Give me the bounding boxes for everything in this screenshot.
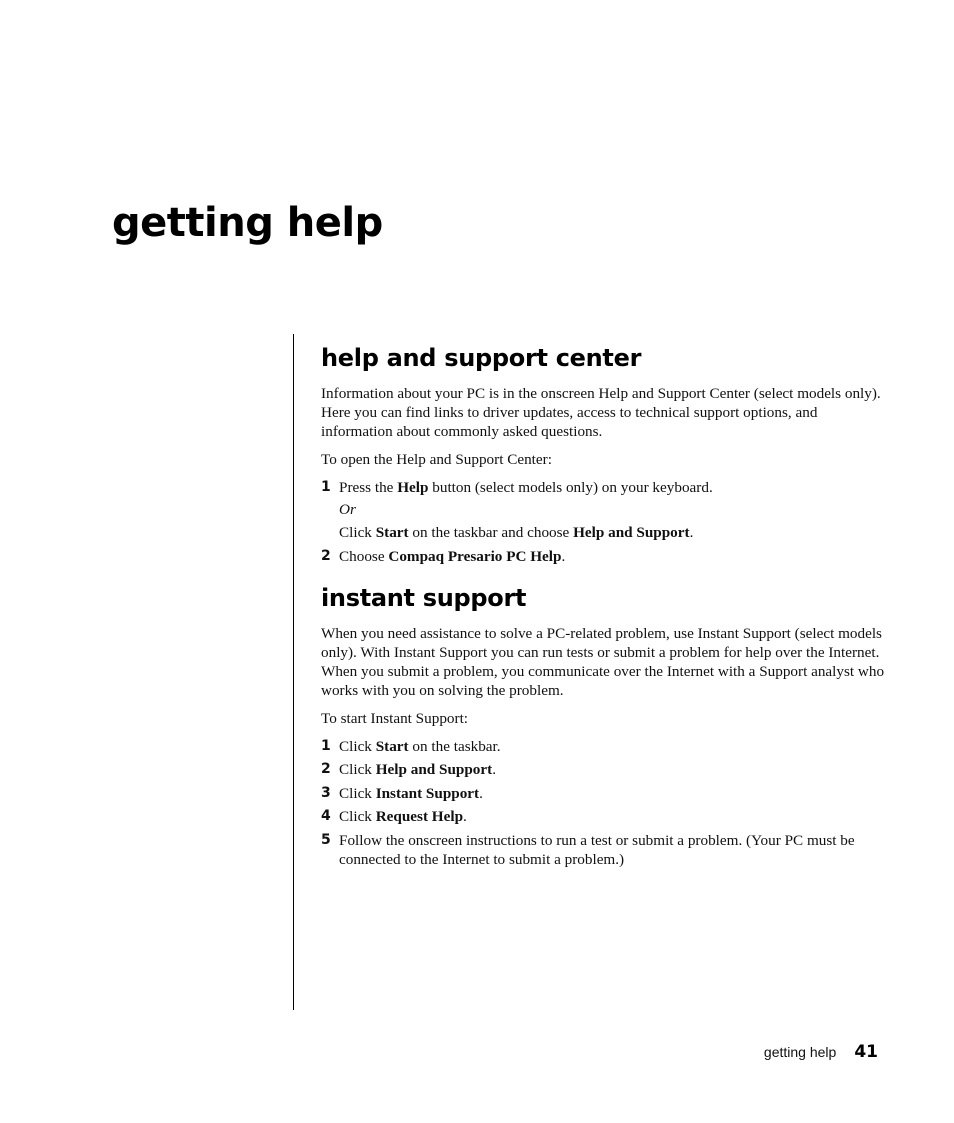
step-number: 1 [321,737,331,754]
step-item [321,807,885,826]
step-bold-term: Compaq Presario PC Help [388,547,562,565]
step-number: 4 [321,808,331,824]
step-number: 2 [321,547,331,564]
section-heading: instant support [321,583,527,612]
section-help-and-support-center [321,338,885,566]
step-text-part: Click [339,808,376,825]
step-text [339,547,885,566]
step-text-part: Press the [339,479,398,496]
vertical-rule [293,334,294,1010]
step-alt-text [339,523,885,542]
step-bold-term: Request Help [375,808,464,825]
steps-intro: To open the Help and Support Center: [321,451,552,468]
step-text: Follow the onscreen instructions to run a test or submit a problem. (Your PC must be connected to the Internet to submit a problem.) [339,831,855,868]
step-text-part: Choose [339,547,389,565]
step-item [321,784,885,803]
step-bold-term: Help [397,479,429,496]
step-text-part: . [689,524,694,541]
step-text-part: Click [339,784,376,802]
steps-intro: To start Instant Support: [321,709,469,727]
page-number: 41 [854,1042,878,1062]
step-item [321,547,885,566]
steps-list [321,737,885,869]
step-bold-term: Help and Support [375,761,493,778]
chapter-title: getting help [112,200,383,246]
step-text-part: . [463,808,467,825]
step-bold-term: Help and Support [573,524,690,541]
step-item [321,831,885,869]
step-text [339,807,885,826]
step-text-part: Click [339,524,376,541]
step-text-part: Click [339,737,376,755]
section-paragraph: When you need assistance to solve a PC-related problem, use Instant Support (select models only). With Instant Support you can run tests or submit a problem for help over the Internet. When you submit a problem, you communicate over the Internet with a Support analyst who works with you on solving the problem. [321,624,885,699]
step-text-part: . [492,761,496,778]
step-bold-term: Instant Support [375,784,480,802]
step-text-part: . [561,547,566,565]
footer-chapter-label: getting help [763,1044,837,1060]
page-footer [764,1042,878,1062]
step-number: 1 [321,479,331,495]
step-number: 3 [321,784,331,801]
step-text-part: on the taskbar. [408,737,501,755]
step-text-part: button (select models only) on your keyboard. [428,479,713,496]
step-text [339,478,885,497]
step-or: Or [339,501,356,518]
step-number: 5 [321,831,331,848]
step-text [339,760,885,779]
step-item [321,478,885,542]
step-text-part: Click [339,761,376,778]
step-item [321,760,885,779]
main-content [321,338,885,873]
step-text-part: . [479,784,483,802]
step-item [321,737,885,756]
step-text-part: on the taskbar and choose [408,524,574,541]
steps-list [321,478,885,566]
section-paragraph: Information about your PC is in the onscreen Help and Support Center (select models only). Here you can find links to driver updates, access to technical support options, and information about commonly asked questions. [321,385,881,440]
step-number: 2 [321,761,331,777]
section-heading: help and support center [321,344,642,372]
section-instant-support [321,578,885,869]
step-bold-term: Start [375,524,409,541]
step-bold-term: Start [375,737,409,755]
step-text [339,784,885,803]
step-text [339,737,885,756]
